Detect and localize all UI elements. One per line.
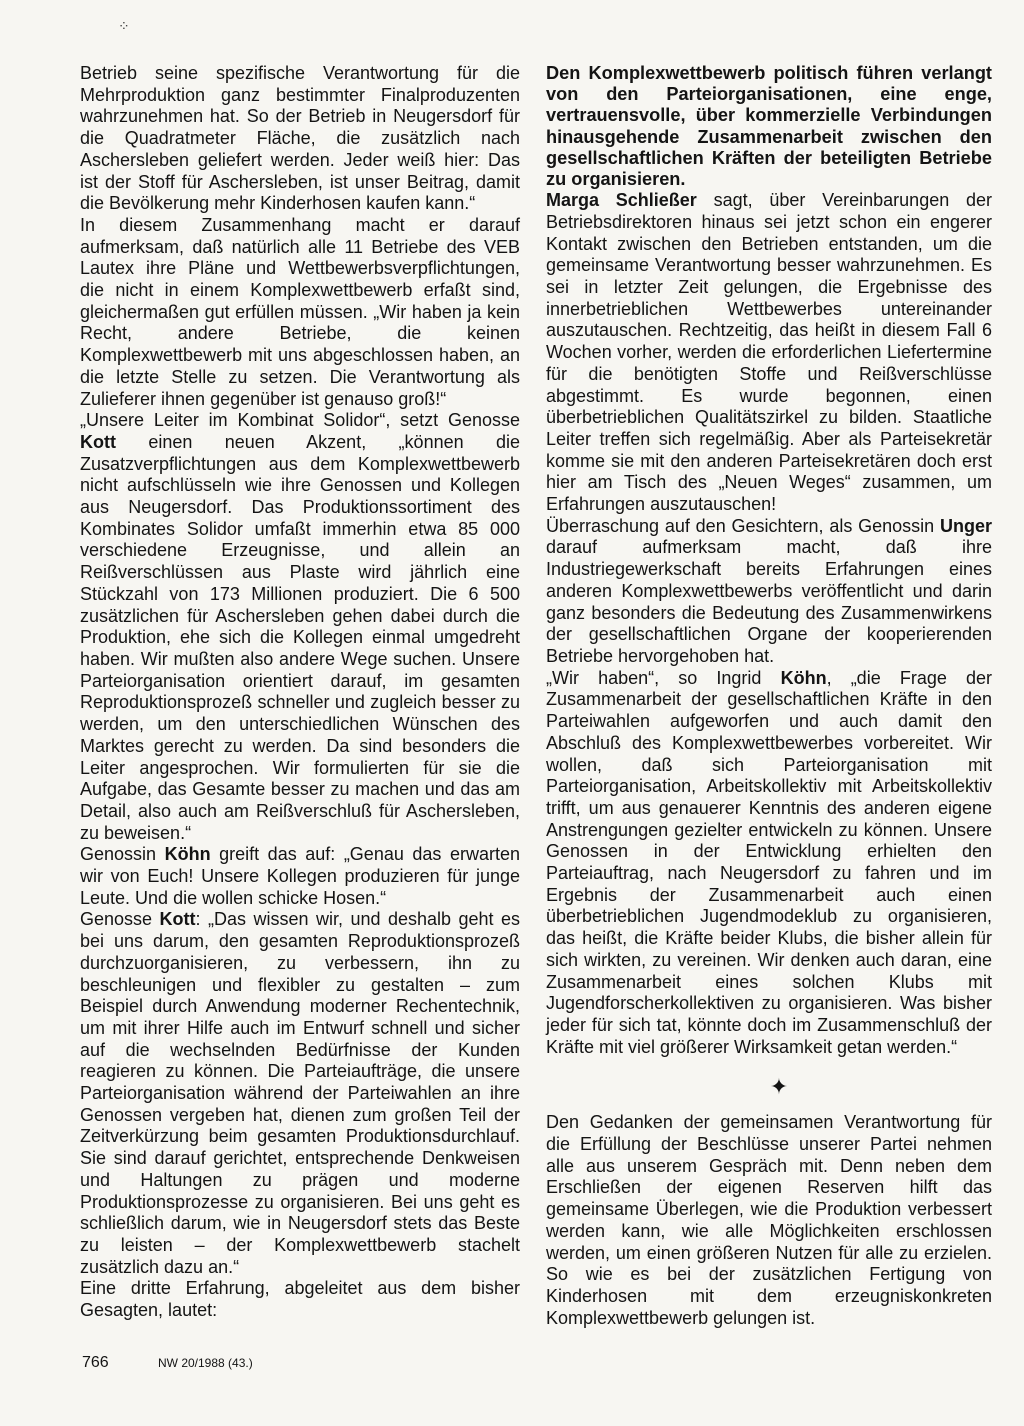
corner-mark: ⁘ [118, 18, 130, 34]
left-paragraph-1: Betrieb seine spezifische Verantwortung für die Mehrproduktion ganz bestimmter Finalproduzenten wahrzunehmen hat. So der Betrieb in Neugersdorf für die Quadratmeter Fläche, die zusätzlich nach Aschersleben geliefert werden. Jeder weiß hier: Das ist der Stoff für Aschersleben, ist unser Beitrag, damit die Bevölkerung mehr Kinderhosen kaufen kann.“ [80, 63, 520, 214]
text-run: Überraschung auf den Gesichtern, als Genossin [546, 515, 940, 536]
text-run: Genossin [80, 844, 165, 865]
page-number: 766 [82, 1354, 109, 1371]
right-paragraph-3 [546, 668, 992, 1059]
text-run: darauf aufmerksam macht, daß ihre Industriegewerkschaft bereits Erfahrungen eines anderen Komplexwettbewerbs veröffentlicht und darin ganz besonders die Bedeutung des Zusammenwirkens der gesellschaftlichen Organe der kooperierenden Betriebe hervorgehoben hat. [546, 537, 992, 666]
text-run: , „die Frage der Zusammenarbeit der gesellschaftlichen Kräfte in den Parteiwahlen aufgeworfen und auch damit den Abschluß des Komplexwettbewerbes vorbereitet. Wir wollen, daß sich Parteiorganisation mit Parteiorganisation, Arbeitskollektiv mit Arbeitskollektiv trifft, um aus genauerer Kenntnis des anderen eigene Anstrengungen gezielter entwickeln zu können. Unsere Genossen in der Entwicklung erhielten den Parteiauftrag, nach Neugersdorf zu fahren und im Ergebnis der Zusammenarbeit auch einen überbetrieblichen Jugendmodeklub zu organisieren, das heißt, die Kräfte beider Klubs, die bisher allein für sich wirkten, zu vereinen. Wir denken auch daran, eine Zusammenarbeit eines solchen Klubs mit Jugendforscherkollektiven zu organisieren. Was bisher jeder für sich tat, könnte doch im Zusammenschluß der Kräfte mit viel größerer Wirksamkeit getan werden.“ [546, 667, 992, 1057]
page-footer [82, 1354, 253, 1372]
section-separator-icon: ✦ [769, 1074, 789, 1100]
right-column [546, 63, 992, 1329]
right-paragraph-2 [546, 516, 992, 668]
left-paragraph-4 [80, 844, 520, 909]
text-run: sagt, über Vereinbarungen der Betriebsdirektoren hinaus sei jetzt schon ein engerer Kontakt zwischen den Betrieben entstanden, um die gemeinsame Verantwortung besser wahrzunehmen. Es sei in letzter Zeit gelungen, die Ergebnisse des innerbetrieblichen Wettbewerbes untereinander auszutauschen. Rechtzeitig, das heißt in diesem Fall 6 Wochen vorher, werden die erforderlichen Liefertermine für die benötigten Stoffe und Reißverschlüsse abgestimmt. Es wurde begonnen, einen überbetrieblichen Qualitätszirkel zu bilden. Staatliche Leiter treffen sich regelmäßig. Aber als Parteisekretär komme sie mit den anderen Parteisekretären doch erst hier am Tisch des „Neuen Weges“ zusammen, um Erfahrungen auszutauschen! [546, 190, 992, 515]
left-paragraph-6: Eine dritte Erfahrung, abgeleitet aus dem bisher Gesagten, lautet: [80, 1278, 520, 1321]
person-name: Köhn [780, 667, 827, 688]
left-paragraph-2: In diesem Zusammenhang macht er darauf aufmerksam, daß natürlich alle 11 Betriebe des VEB Lautex ihre Pläne und Wettbewerbsverpflichtungen, die nicht in einem Komplexwettbewerb erfaßt sind, gleichermaßen gut erfüllen müssen. „Wir haben ja kein Recht, andere Betriebe, die keinen Komplexwettbewerb mit uns abgeschlossen haben, an die letzte Stelle zu setzen. Die Verantwortung als Zulieferer ihnen gegenüber ist genauso groß!“ [80, 214, 520, 409]
text-run: „Unsere Leiter im Kombinat Solidor“, setzt Genosse [80, 410, 520, 431]
person-name: Kott [159, 909, 196, 930]
left-paragraph-3 [80, 410, 520, 844]
person-name: Kott [80, 431, 116, 452]
person-name: Unger [939, 515, 992, 536]
text-run: „Wir haben“, so Ingrid [546, 667, 781, 688]
right-paragraph-1 [546, 190, 992, 516]
text-run: : „Das wissen wir, und deshalb geht es bei uns darum, den gesamten Reproduktionsprozeß durchzuorganisieren, zu verbessern, ihn zu beschleunigen und flexibler zu gestalten – zum Beispiel durch Anwendung moderner Rechentechnik, um mit ihrer Hilfe auch im Entwurf schnell und sicher auf die wechselnden Bedürfnisse der Kunden reagieren zu können. Die Parteiaufträge, die unsere Parteiorganisation während der Parteiwahlen an ihre Genossen vergeben hat, dienen zum großen Teil der Zeitverkürzung beim gesamten Produktionsdurchlauf. Sie sind darauf gerichtet, entsprechende Denkweisen und Haltungen zu prägen und moderne Produktionsprozesse zu organisieren. Bei uns geht es schließlich darum, wie in Neugersdorf stets das Beste zu leisten – der Komplexwettbewerb stachelt zusätzlich dazu an.“ [80, 909, 520, 1277]
person-name: Marga Schließer [546, 190, 697, 211]
person-name: Köhn [164, 844, 211, 865]
text-run: einen neuen Akzent, „können die Zusatzverpflichtungen aus dem Komplexwettbewerb nicht aufschlüsseln wie ihre Genossen und Kollegen aus Neugersdorf. Das Produktionssortiment des Kombinates Solidor umfaßt immerhin etwa 85 000 verschiedene Erzeugnisse, und allein an Reißverschlüssen aus Plaste wird jährlich eine Stückzahl von 173 Millionen produziert. Die 6 500 zusätzlichen für Aschersleben gehen dabei durch die Produktion, ehe sich die Kollegen einmal umgedreht haben. Wir mußten also andere Wege suchen. Unsere Parteiorganisation orientiert darauf, im gesamten Reproduktionsprozeß schneller und zugleich besser zu werden, um den unterschiedlichen Wünschen des Marktes gerecht zu werden. Da sind besonders die Leiter angesprochen. Wir formulierten für sie die Aufgabe, das Gesamte besser zu machen und das am Detail, also auch am Reißverschluß für Aschersleben, zu beweisen.“ [80, 431, 520, 843]
text-run: Genosse [80, 909, 160, 930]
left-paragraph-5 [80, 909, 520, 1278]
right-paragraph-4: Den Gedanken der gemeinsamen Verantwortung für die Erfüllung der Beschlüsse unserer Partei nehmen alle aus unserem Gespräch mit. Denn neben dem Erschließen der eigenen Reserven hilft das gemeinsame Überlegen, wie die Produktion verbessert werden kann, wie alle Möglichkeiten erschlossen werden, um einen größeren Nutzen für alle zu erzielen. So wie es bei der zusätzlichen Fertigung von Kinderhosen mit dem erzeugniskonkreten Komplexwettbewerb gelungen ist. [546, 1112, 992, 1328]
text-run: greift das auf: „Genau das erwarten wir von Euch! Unsere Kollegen produzieren für junge Leute. Und die wollen schicke Hosen.“ [80, 844, 520, 908]
lead-statement: Den Komplexwettbewerb politisch führen verlangt von den Parteiorganisationen, eine enge, vertrauensvolle, über kommerzielle Verbindungen hinausgehende Zusammenarbeit zwischen den gesellschaftlichen Kräften der beteiligten Betriebe zu organisieren. [546, 63, 992, 190]
left-column [80, 63, 520, 1322]
issue-label: NW 20/1988 (43.) [158, 1356, 253, 1370]
